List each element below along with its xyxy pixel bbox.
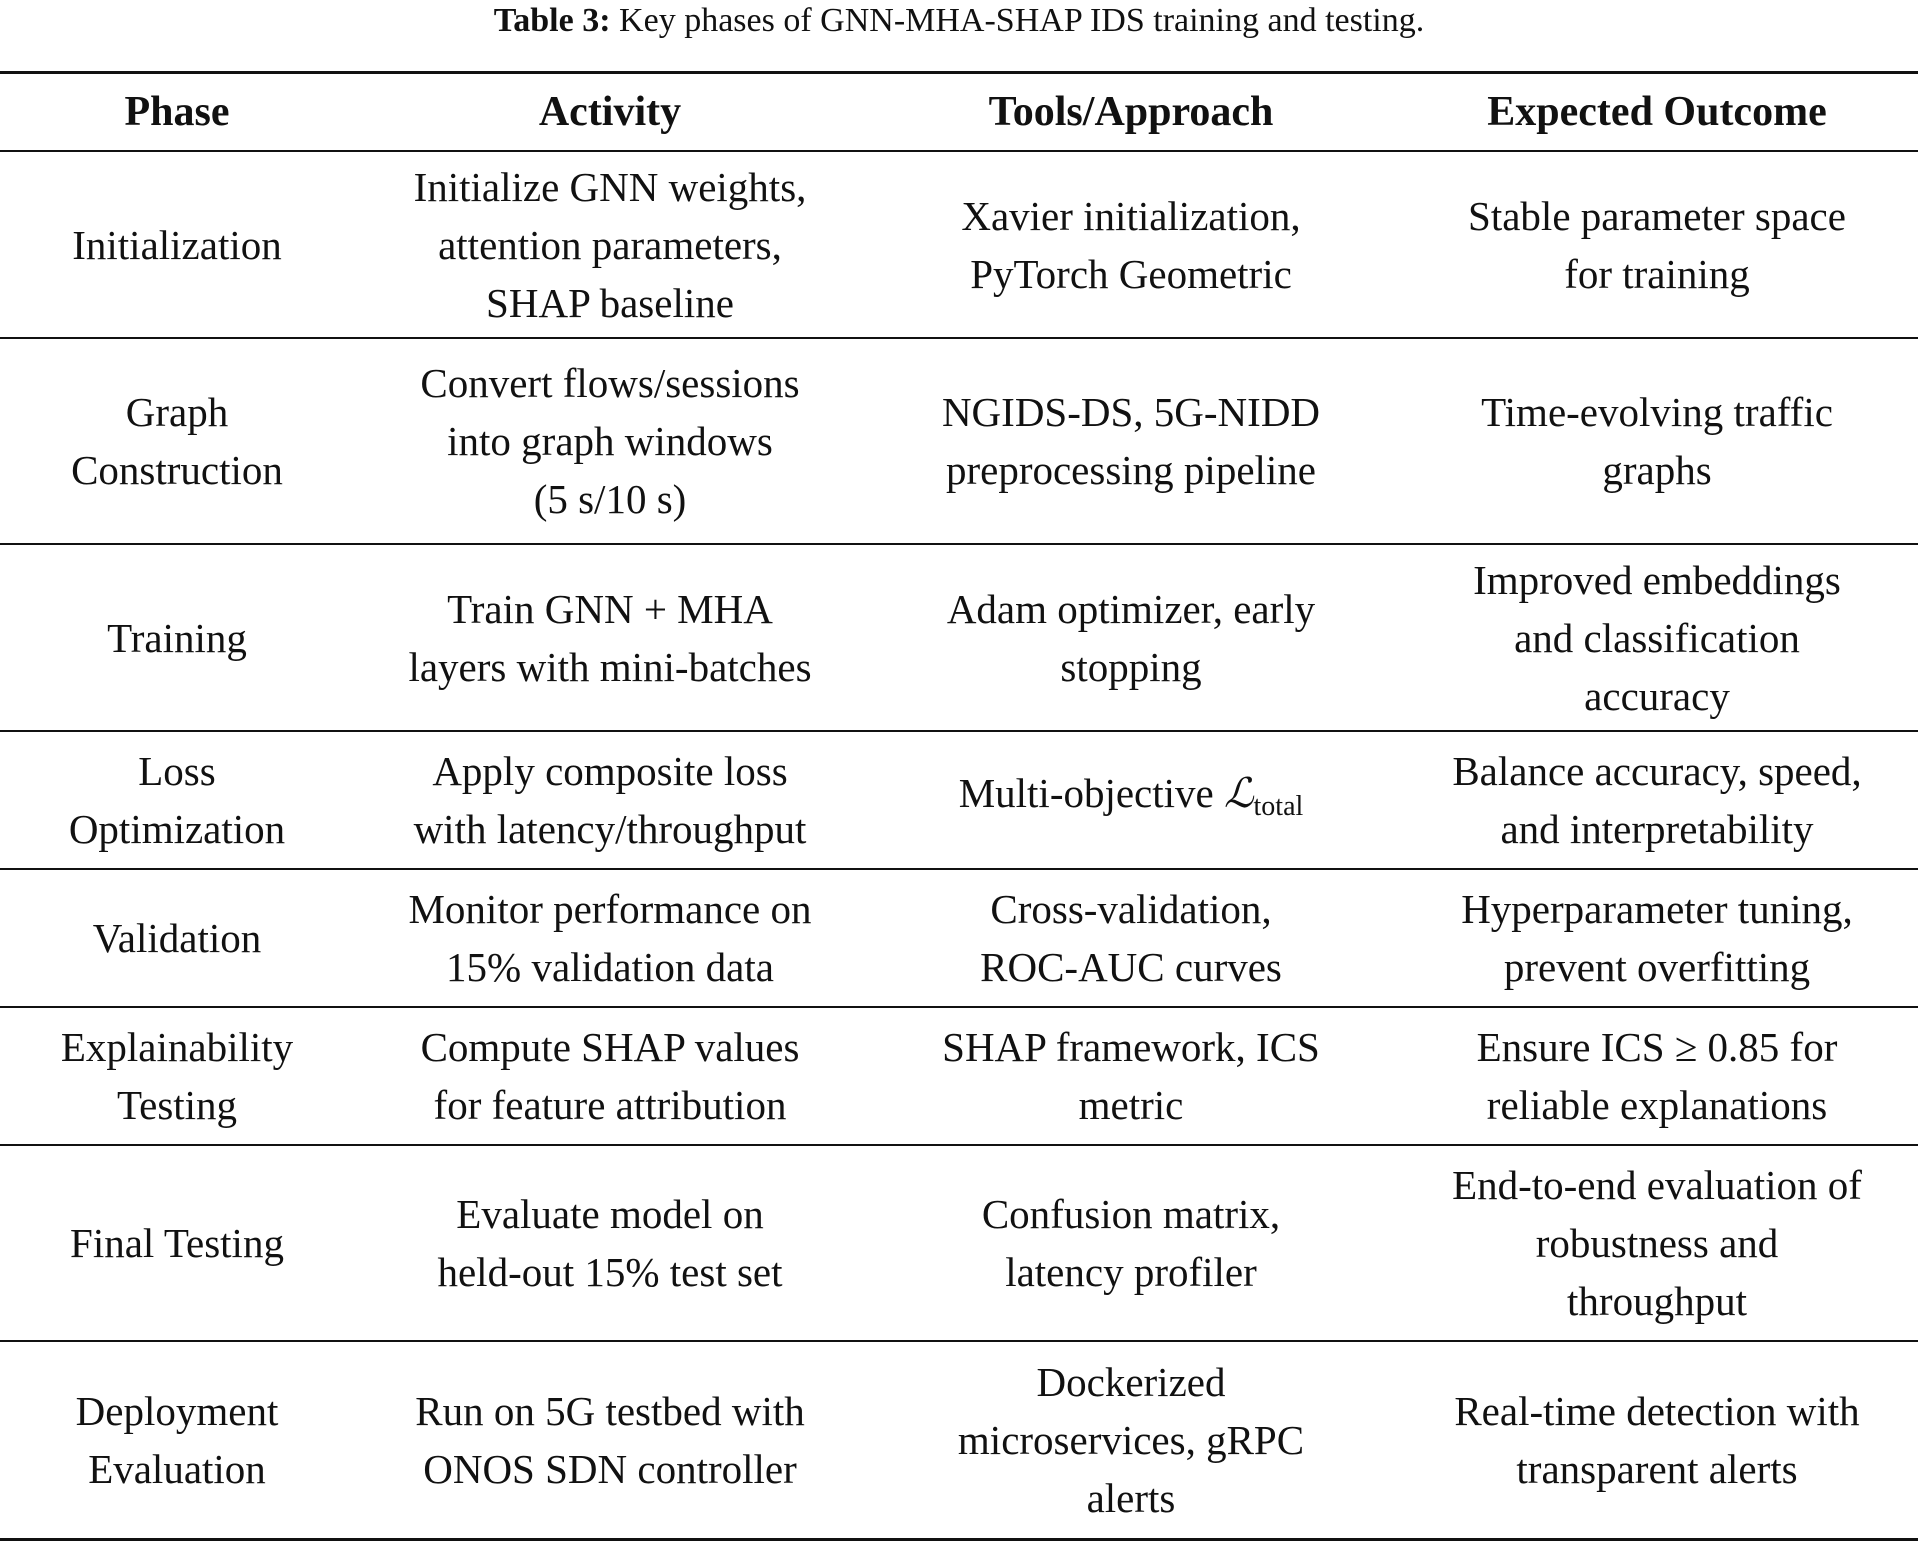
caption-label: Table 3: (493, 2, 611, 39)
cell-outcome: End-to-end evaluation of robustness and throughput (1396, 1145, 1918, 1341)
caption-text: Key phases of GNN-MHA-SHAP IDS training and testing. (619, 2, 1425, 39)
cell-activity: Convert flows/sessions into graph windows (5 s/10 s) (354, 338, 866, 544)
table-row (0, 151, 1918, 338)
table-row (0, 544, 1918, 731)
loss-subscript: total (1253, 791, 1304, 822)
cell-tools: Dockerized microservices, gRPC alerts (866, 1341, 1396, 1539)
header-tools: Tools/Approach (866, 73, 1396, 152)
phases-table (0, 71, 1918, 1541)
cell-tools: Confusion matrix, latency profiler (866, 1145, 1396, 1341)
cell-phase: Initialization (0, 151, 354, 338)
cell-activity: Monitor performance on 15% validation data (354, 869, 866, 1007)
cell-tools: Adam optimizer, early stopping (866, 544, 1396, 731)
cell-outcome: Balance accuracy, speed, and interpretability (1396, 731, 1918, 869)
header-outcome: Expected Outcome (1396, 73, 1918, 152)
table-row (0, 338, 1918, 544)
cell-phase: Validation (0, 869, 354, 1007)
cell-phase: Deployment Evaluation (0, 1341, 354, 1539)
cell-activity: Apply composite loss with latency/throughput (354, 731, 866, 869)
cell-phase: Explainability Testing (0, 1007, 354, 1145)
cell-activity: Evaluate model on held-out 15% test set (354, 1145, 866, 1341)
table-row (0, 1007, 1918, 1145)
table-row (0, 1145, 1918, 1341)
cell-outcome: Hyperparameter tuning, prevent overfitting (1396, 869, 1918, 1007)
cell-tools: Xavier initialization, PyTorch Geometric (866, 151, 1396, 338)
cell-activity: Train GNN + MHA layers with mini-batches (354, 544, 866, 731)
cell-tools: Multi-objective ℒ$_{total}$ (866, 731, 1396, 869)
table-row (0, 1341, 1918, 1539)
header-activity: Activity (354, 73, 866, 152)
cell-outcome: Improved embeddings and classification accuracy (1396, 544, 1918, 731)
cell-phase: Loss Optimization (0, 731, 354, 869)
cell-activity: Compute SHAP values for feature attribution (354, 1007, 866, 1145)
cell-activity: Run on 5G testbed with ONOS SDN controller (354, 1341, 866, 1539)
cell-phase: Final Testing (0, 1145, 354, 1341)
cell-outcome: Ensure ICS ≥ 0.85 for reliable explanations (1396, 1007, 1918, 1145)
cell-tools: NGIDS-DS, 5G-NIDD preprocessing pipeline (866, 338, 1396, 544)
cell-tools: SHAP framework, ICS metric (866, 1007, 1396, 1145)
cell-outcome: Time-evolving traffic graphs (1396, 338, 1918, 544)
cell-outcome: Stable parameter space for training (1396, 151, 1918, 338)
loss-symbol: ℒ (1224, 769, 1254, 817)
cell-phase: Training (0, 544, 354, 731)
header-phase: Phase (0, 73, 354, 152)
table-row (0, 869, 1918, 1007)
cell-activity: Initialize GNN weights, attention parameters, SHAP baseline (354, 151, 866, 338)
cell-outcome: Real-time detection with transparent alerts (1396, 1341, 1918, 1539)
table-caption (0, 0, 1918, 50)
cell-phase: Graph Construction (0, 338, 354, 544)
header-row (0, 73, 1918, 152)
cell-tools: Cross-validation, ROC-AUC curves (866, 869, 1396, 1007)
table-row (0, 731, 1918, 869)
